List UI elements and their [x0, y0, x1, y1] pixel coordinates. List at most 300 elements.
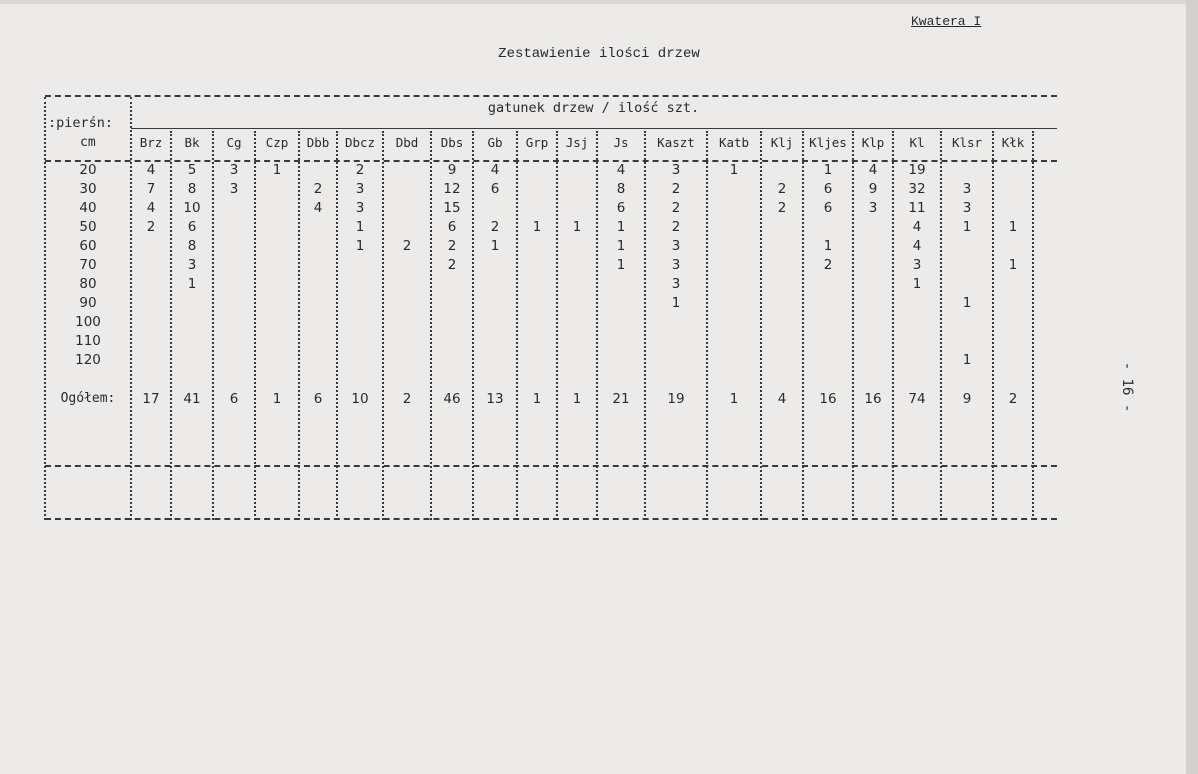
count-cell [131, 312, 171, 331]
page-edge-right [1186, 0, 1198, 774]
count-cell [517, 160, 557, 179]
count-cell: 1 [616, 218, 626, 235]
count-cell: 8 [187, 237, 197, 254]
count-cell [853, 331, 893, 350]
count-cell [131, 350, 171, 369]
column-header: Czp [265, 135, 289, 150]
count-cell [557, 331, 597, 350]
diameter-label: 20 [79, 161, 97, 178]
count-cell [473, 198, 517, 217]
page-number-text: - 16 - [1119, 361, 1135, 413]
count-cell [255, 198, 299, 217]
count-cell: 6 [447, 218, 457, 235]
count-cell [853, 312, 893, 331]
count-cell: 2 [777, 199, 787, 216]
count-cell [255, 255, 299, 274]
count-cell: 1 [532, 218, 542, 235]
count-cell [645, 312, 707, 331]
total-cell: 19 [667, 390, 685, 407]
count-cell [517, 312, 557, 331]
table-row [45, 293, 1033, 312]
count-cell: 19 [908, 161, 926, 178]
total-cell: 9 [962, 390, 972, 407]
count-cell [993, 179, 1033, 198]
table-row [45, 236, 1033, 255]
count-cell: 4 [912, 218, 922, 235]
count-cell [299, 293, 337, 312]
count-cell [761, 160, 803, 179]
count-cell: 6 [823, 199, 833, 216]
column-header: Dbb [306, 135, 330, 150]
diameter-label: 30 [79, 180, 97, 197]
count-cell [383, 350, 431, 369]
table-top-rule [45, 95, 1057, 97]
count-cell [517, 255, 557, 274]
column-header: Katb [718, 135, 750, 150]
count-cell [473, 255, 517, 274]
count-cell: 1 [272, 161, 282, 178]
count-cell [993, 293, 1033, 312]
count-cell [299, 331, 337, 350]
count-cell [761, 331, 803, 350]
total-cell: 16 [819, 390, 837, 407]
count-cell [299, 217, 337, 236]
count-cell [337, 274, 383, 293]
total-cell: 21 [612, 390, 630, 407]
totals-row [45, 389, 1033, 408]
count-cell [707, 236, 761, 255]
count-cell: 2 [671, 199, 681, 216]
total-cell: 1 [532, 390, 542, 407]
count-cell [171, 331, 213, 350]
count-cell: 3 [868, 199, 878, 216]
count-cell: 9 [447, 161, 457, 178]
count-cell [383, 160, 431, 179]
column-header: Jsj [565, 135, 589, 150]
column-header: Dbcz [344, 135, 376, 150]
count-cell: 2 [447, 256, 457, 273]
document-title: Zestawienie ilości drzew [498, 46, 700, 62]
count-cell [557, 350, 597, 369]
count-cell: 3 [229, 161, 239, 178]
count-cell: 7 [146, 180, 156, 197]
count-cell [431, 331, 473, 350]
diameter-label: 80 [79, 275, 97, 292]
count-cell: 2 [355, 161, 365, 178]
count-cell [131, 331, 171, 350]
count-cell: 4 [490, 161, 500, 178]
count-cell [707, 255, 761, 274]
diameter-label: 60 [79, 237, 97, 254]
count-cell [707, 217, 761, 236]
diameter-label: 70 [79, 256, 97, 273]
count-cell: 4 [912, 237, 922, 254]
count-cell [171, 293, 213, 312]
species-header-row [45, 133, 1033, 152]
count-cell: 1 [355, 218, 365, 235]
column-header: Dbd [395, 135, 419, 150]
column-header: Kaszt [657, 135, 695, 150]
count-cell: 6 [187, 218, 197, 235]
count-cell: 8 [187, 180, 197, 197]
table-row [45, 160, 1033, 179]
count-cell [853, 255, 893, 274]
count-cell: 3 [671, 161, 681, 178]
count-cell [761, 312, 803, 331]
column-header: Gb [487, 135, 503, 150]
count-cell [853, 293, 893, 312]
count-cell [941, 255, 993, 274]
count-cell [299, 312, 337, 331]
count-cell [255, 236, 299, 255]
count-cell: 1 [962, 218, 972, 235]
count-cell [213, 350, 255, 369]
count-cell [299, 255, 337, 274]
count-cell [941, 312, 993, 331]
table-row [45, 331, 1033, 350]
count-cell: 32 [908, 180, 926, 197]
count-cell [473, 293, 517, 312]
count-cell [299, 236, 337, 255]
count-cell [517, 350, 557, 369]
count-cell [431, 274, 473, 293]
count-cell: 1 [912, 275, 922, 292]
species-group-header: gatunek drzew / ilość szt. [487, 100, 700, 116]
row-unit: cm [80, 135, 96, 150]
count-cell [171, 350, 213, 369]
total-cell: 6 [313, 390, 323, 407]
count-cell [761, 255, 803, 274]
count-cell [941, 236, 993, 255]
diameter-label: 110 [75, 332, 101, 349]
column-header: Brz [139, 135, 163, 150]
count-cell [707, 331, 761, 350]
diameter-label: 90 [79, 294, 97, 311]
count-cell: 6 [616, 199, 626, 216]
count-cell [383, 217, 431, 236]
column-header: Js [613, 135, 629, 150]
count-cell: 1 [616, 256, 626, 273]
count-cell [255, 350, 299, 369]
count-cell [337, 255, 383, 274]
count-cell: 2 [490, 218, 500, 235]
table-row [45, 312, 1033, 331]
count-cell [803, 274, 853, 293]
count-cell: 2 [671, 180, 681, 197]
count-cell [761, 217, 803, 236]
count-cell [517, 236, 557, 255]
count-cell: 2 [823, 256, 833, 273]
count-cell [517, 293, 557, 312]
count-cell [803, 350, 853, 369]
count-cell [171, 312, 213, 331]
count-cell [645, 331, 707, 350]
count-cell: 10 [183, 199, 201, 216]
count-cell [383, 293, 431, 312]
count-cell: 5 [187, 161, 197, 178]
count-cell: 3 [962, 180, 972, 197]
page-edge-top [0, 0, 1198, 4]
count-cell [213, 274, 255, 293]
count-cell: 1 [823, 237, 833, 254]
column-header: Dbs [440, 135, 464, 150]
count-cell [557, 274, 597, 293]
count-cell [761, 274, 803, 293]
count-cell [803, 293, 853, 312]
count-cell: 11 [908, 199, 926, 216]
count-cell [707, 312, 761, 331]
count-cell [517, 331, 557, 350]
count-cell: 4 [616, 161, 626, 178]
total-cell: 17 [142, 390, 160, 407]
count-cell [383, 255, 431, 274]
count-cell: 1 [187, 275, 197, 292]
count-cell [853, 217, 893, 236]
table-row [45, 179, 1033, 198]
count-cell [517, 198, 557, 217]
count-cell [597, 350, 645, 369]
diameter-label: 50 [79, 218, 97, 235]
count-cell [255, 274, 299, 293]
count-cell [213, 331, 255, 350]
count-cell [337, 293, 383, 312]
count-cell: 4 [146, 161, 156, 178]
count-cell [299, 350, 337, 369]
count-cell [993, 312, 1033, 331]
count-cell [893, 293, 941, 312]
total-cell: 16 [864, 390, 882, 407]
count-cell: 1 [823, 161, 833, 178]
count-cell: 1 [572, 218, 582, 235]
count-cell [557, 198, 597, 217]
table-row [45, 350, 1033, 369]
count-cell [893, 331, 941, 350]
total-cell: 10 [351, 390, 369, 407]
count-cell: 3 [962, 199, 972, 216]
total-cell: 1 [272, 390, 282, 407]
count-cell: 3 [355, 199, 365, 216]
count-cell: 3 [671, 275, 681, 292]
row-header: :pierśn: [48, 115, 114, 131]
count-cell [941, 160, 993, 179]
group-header-rule [131, 128, 1057, 129]
count-cell: 3 [912, 256, 922, 273]
count-cell: 6 [490, 180, 500, 197]
count-cell [993, 350, 1033, 369]
count-cell [383, 274, 431, 293]
count-cell [597, 293, 645, 312]
total-cell: 2 [402, 390, 412, 407]
count-cell: 2 [313, 180, 323, 197]
count-cell: 1 [1008, 256, 1018, 273]
total-cell: 4 [777, 390, 787, 407]
column-header: Grp [525, 135, 549, 150]
table-row [45, 217, 1033, 236]
count-cell [473, 331, 517, 350]
count-cell [993, 274, 1033, 293]
count-cell [213, 293, 255, 312]
column-header: Klsr [951, 135, 983, 150]
count-cell [131, 274, 171, 293]
count-cell: 3 [229, 180, 239, 197]
total-cell: 74 [908, 390, 926, 407]
count-cell [993, 331, 1033, 350]
count-cell [337, 350, 383, 369]
count-cell [597, 274, 645, 293]
total-cell: 6 [229, 390, 239, 407]
column-header: Cg [226, 135, 242, 150]
count-cell [517, 274, 557, 293]
column-header: Kłk [1001, 135, 1025, 150]
count-cell [803, 312, 853, 331]
diameter-label: 120 [75, 351, 101, 368]
count-cell [473, 274, 517, 293]
diameter-label: 40 [79, 199, 97, 216]
count-cell: 2 [671, 218, 681, 235]
count-cell [761, 293, 803, 312]
column-header: Klj [770, 135, 794, 150]
count-cell: 3 [671, 256, 681, 273]
count-cell [213, 255, 255, 274]
count-cell: 3 [355, 180, 365, 197]
count-cell [473, 312, 517, 331]
count-cell [803, 217, 853, 236]
count-cell [853, 274, 893, 293]
count-cell: 1 [962, 351, 972, 368]
count-cell [761, 350, 803, 369]
count-cell [853, 236, 893, 255]
table-row [45, 255, 1033, 274]
count-cell [557, 160, 597, 179]
count-cell: 1 [490, 237, 500, 254]
tree-count-table [45, 133, 1033, 408]
count-cell [383, 198, 431, 217]
count-cell [131, 255, 171, 274]
total-cell: 13 [486, 390, 504, 407]
count-cell [941, 331, 993, 350]
count-cell: 1 [355, 237, 365, 254]
count-cell [707, 179, 761, 198]
count-cell [213, 312, 255, 331]
count-cell [255, 217, 299, 236]
row-label-header [45, 133, 131, 152]
count-cell [517, 179, 557, 198]
totals-label: Ogółem: [60, 391, 116, 406]
total-cell: 41 [183, 390, 201, 407]
count-cell [993, 160, 1033, 179]
count-cell [299, 160, 337, 179]
count-cell: 4 [146, 199, 156, 216]
count-cell [431, 350, 473, 369]
column-header: Kljes [809, 135, 847, 150]
column-header: Klp [861, 135, 885, 150]
count-cell [941, 274, 993, 293]
count-cell [853, 350, 893, 369]
count-cell [255, 312, 299, 331]
count-cell [557, 179, 597, 198]
count-cell [431, 312, 473, 331]
count-cell [707, 293, 761, 312]
count-cell [557, 255, 597, 274]
count-cell [337, 331, 383, 350]
count-cell: 2 [447, 237, 457, 254]
count-cell: 2 [146, 218, 156, 235]
column-header: Bk [184, 135, 200, 150]
totals-top-rule [45, 465, 1057, 467]
count-cell [893, 312, 941, 331]
count-cell [597, 312, 645, 331]
count-cell [597, 331, 645, 350]
count-cell [213, 217, 255, 236]
count-cell: 1 [729, 161, 739, 178]
count-cell: 12 [443, 180, 461, 197]
count-cell [131, 236, 171, 255]
count-cell [337, 312, 383, 331]
count-cell: 9 [868, 180, 878, 197]
count-cell [993, 236, 1033, 255]
count-cell [557, 312, 597, 331]
count-cell [645, 350, 707, 369]
count-cell: 2 [402, 237, 412, 254]
count-cell [557, 236, 597, 255]
total-cell: 2 [1008, 390, 1018, 407]
count-cell [383, 331, 431, 350]
count-cell [473, 350, 517, 369]
total-cell: 1 [729, 390, 739, 407]
total-cell: 1 [572, 390, 582, 407]
count-cell [893, 350, 941, 369]
count-cell: 3 [187, 256, 197, 273]
count-cell [213, 198, 255, 217]
count-cell: 4 [868, 161, 878, 178]
count-cell [299, 274, 337, 293]
count-cell [993, 198, 1033, 217]
page-number [1108, 322, 1138, 422]
count-cell [255, 293, 299, 312]
count-cell: 1 [671, 294, 681, 311]
table-row [45, 274, 1033, 293]
diameter-label: 100 [75, 313, 101, 330]
count-cell [255, 179, 299, 198]
count-cell [707, 274, 761, 293]
count-cell: 4 [313, 199, 323, 216]
count-cell [431, 293, 473, 312]
count-cell: 1 [616, 237, 626, 254]
quarter-label: Kwatera I [911, 14, 982, 29]
total-cell: 46 [443, 390, 461, 407]
count-cell: 15 [443, 199, 461, 216]
count-cell [131, 293, 171, 312]
count-cell [213, 236, 255, 255]
count-cell [557, 293, 597, 312]
count-cell [707, 198, 761, 217]
table-bottom-rule [45, 518, 1057, 520]
count-cell: 2 [777, 180, 787, 197]
count-cell [383, 179, 431, 198]
count-cell: 6 [823, 180, 833, 197]
count-cell: 3 [671, 237, 681, 254]
count-cell [707, 350, 761, 369]
count-cell [761, 236, 803, 255]
table-row [45, 198, 1033, 217]
count-cell: 8 [616, 180, 626, 197]
count-cell [255, 331, 299, 350]
count-cell [383, 312, 431, 331]
column-header: Kl [909, 135, 925, 150]
count-cell: 1 [1008, 218, 1018, 235]
count-cell: 1 [962, 294, 972, 311]
count-cell [803, 331, 853, 350]
